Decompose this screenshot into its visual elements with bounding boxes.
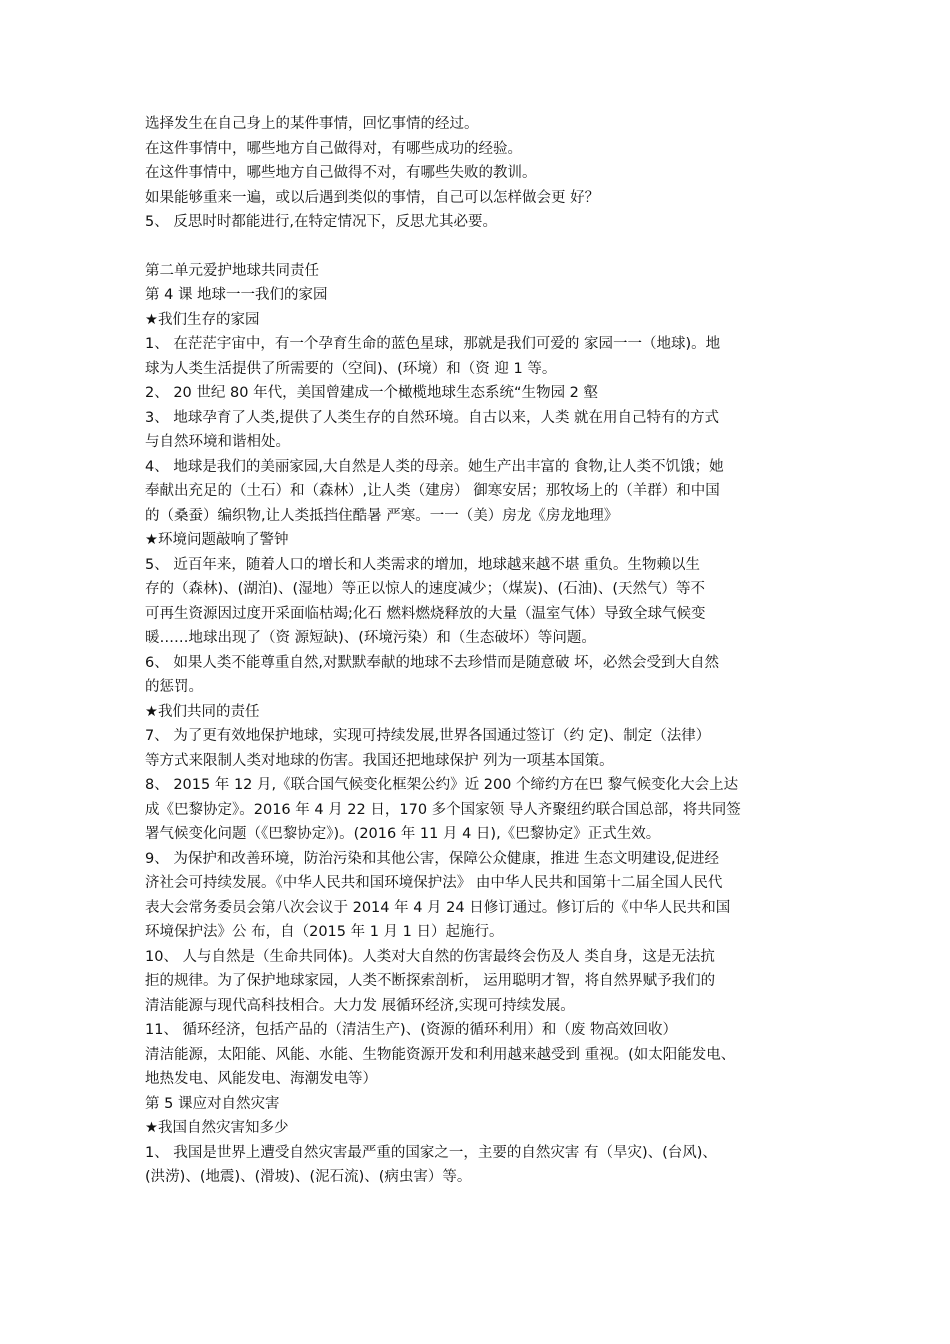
- text-line: 2、 20 世纪 80 年代，美国曾建成一个橄榄地球生态系统“生物园 2 壑: [145, 385, 599, 401]
- text-line: 的惩罚。: [145, 679, 203, 695]
- text-line: 清洁能源与现代高科技相合。大力发 展循环经济,实现可持续发展。: [145, 997, 575, 1014]
- text-line: 在这件事情中，哪些地方自己做得对，有哪些成功的经验。: [145, 140, 522, 157]
- text-line: 署气候变化问题（《巴黎协定》)。(2016 年 11 月 4 日),《巴黎协定》正式生效。: [145, 826, 661, 842]
- text-line: 等方式来限制人类对地球的伤害。我国还把地球保护 列为一项基本国策。: [145, 752, 614, 769]
- text-line: 济社会可持续发展。《中华人民共和国环境保护法》 由中华人民共和国第十二届全国人民代: [145, 875, 723, 891]
- text-line: 9、 为保护和改善环境，防治污染和其他公害，保障公众健康，推进 生态文明建设,促进经: [145, 850, 720, 867]
- section-heading: ★我们共同的责任: [145, 703, 260, 720]
- text-line: 7、 为了更有效地保护地球，实现可持续发展,世界各国通过签订（约 定)、制定（法律）: [145, 728, 711, 744]
- text-line: 如果能够重来一遍，或以后遇到类似的事情，自己可以怎样做会更 好？: [145, 189, 600, 206]
- text-line: 成《巴黎协定》。2016 年 4 月 22 日，170 多个国家领 导人齐聚纽约联合国总部，将共同签: [145, 801, 741, 818]
- text-line: 选择发生在自己身上的某件事情，回忆事情的经过。: [145, 116, 479, 132]
- text-line: 6、 如果人类不能尊重自然,对默默奉献的地球不去珍惜而是随意破 坏，必然会受到大自然: [145, 654, 720, 671]
- text-line: 存的（森林)、(湖泊)、(湿地）等正以惊人的速度减少；（煤炭)、(石油)、(天然气）等不: [145, 581, 706, 597]
- text-line: 的（桑蚕）编织物,让人类抵挡住酷暑 严寒。一一（美）房龙《房龙地理》: [145, 507, 619, 524]
- text-line: (洪涝)、(地震)、(滑坡)、(泥石流)、(病虫害）等。: [145, 1169, 472, 1185]
- text-line: 在这件事情中，哪些地方自己做得不对，有哪些失败的教训。: [145, 165, 537, 181]
- text-line: 球为人类生活提供了所需要的（空间)、(环境）和（资 迎 1 等。: [145, 360, 557, 377]
- section-heading: ★我国自然灾害知多少: [145, 1120, 289, 1136]
- text-line: 5、 近百年来，随着人口的增长和人类需求的增加，地球越来越不堪 重负。生物赖以生: [145, 556, 700, 573]
- lesson-title: 第 4 课 地球一一我们的家园: [145, 287, 328, 303]
- text-line: 3、 地球孕育了人类,提供了人类生存的自然环境。自古以来，人类 就在用自己特有的方式: [145, 409, 720, 426]
- section-heading: ★环境问题敲响了警钟: [145, 532, 289, 548]
- text-line: 暖……地球出现了（资 源短缺)、(环境污染）和（生态破坏）等问题。: [145, 630, 596, 646]
- unit-title: 第二单元爱护地球共同责任: [145, 262, 319, 279]
- lesson-title: 第 5 课应对自然灾害: [145, 1095, 280, 1112]
- text-line: 表大会常务委员会第八次会议于 2014 年 4 月 24 日修订通过。修订后的《中华人民共和国: [145, 899, 731, 916]
- text-line: 1、 我国是世界上遭受自然灾害最严重的国家之一，主要的自然灾害 有（旱灾)、(台风)、: [145, 1144, 717, 1161]
- text-line: 环境保护法》公 布，自（2015 年 1 月 1 日）起施行。: [145, 924, 504, 940]
- text-line: 地热发电、风能发电、海潮发电等）: [145, 1071, 377, 1087]
- text-line: 可再生资源因过度开采面临枯竭;化石 燃料燃烧释放的大量（温室气体）导致全球气候变: [145, 605, 706, 622]
- document-body: [145, 112, 815, 1190]
- text-line: 清洁能源，太阳能、风能、水能、生物能资源开发和利用越来越受到 重视。(如太阳能发电、: [145, 1046, 736, 1063]
- text-line: 拒的规律。为了保护地球家园，人类不断探索剖析， 运用聪明才智，将自然界赋予我们的: [145, 973, 716, 989]
- text-line: 5、 反思时时都能进行,在特定情况下，反思尤其必要。: [145, 214, 497, 230]
- text-line: 奉献出充足的（土石）和（森林）,让人类（建房） 御寒安居；那牧场上的（羊群）和中国: [145, 483, 720, 499]
- blank-line: [145, 235, 815, 259]
- text-line: 与自然环境和谐相处。: [145, 434, 290, 450]
- text-line: 4、 地球是我们的美丽家园,大自然是人类的母亲。她生产出丰富的 食物,让人类不饥饿；她: [145, 458, 724, 475]
- text-line: 11、 循环经济，包括产品的（清洁生产)、(资源的循环利用）和（废 物高效回收）: [145, 1022, 677, 1038]
- text-line: 1、 在茫茫宇宙中，有一个孕育生命的蓝色星球，那就是我们可爱的 家园一一（地球)。地: [145, 336, 721, 352]
- text-line: 8、 2015 年 12 月,《联合国气候变化框架公约》近 200 个缔约方在巴 黎气候变化大会上达: [145, 777, 739, 793]
- text-line: 10、 人与自然是（生命共同体)。人类对大自然的伤害最终会伤及人 类自身，这是无法抗: [145, 948, 715, 965]
- section-heading: ★我们生存的家园: [145, 311, 260, 328]
